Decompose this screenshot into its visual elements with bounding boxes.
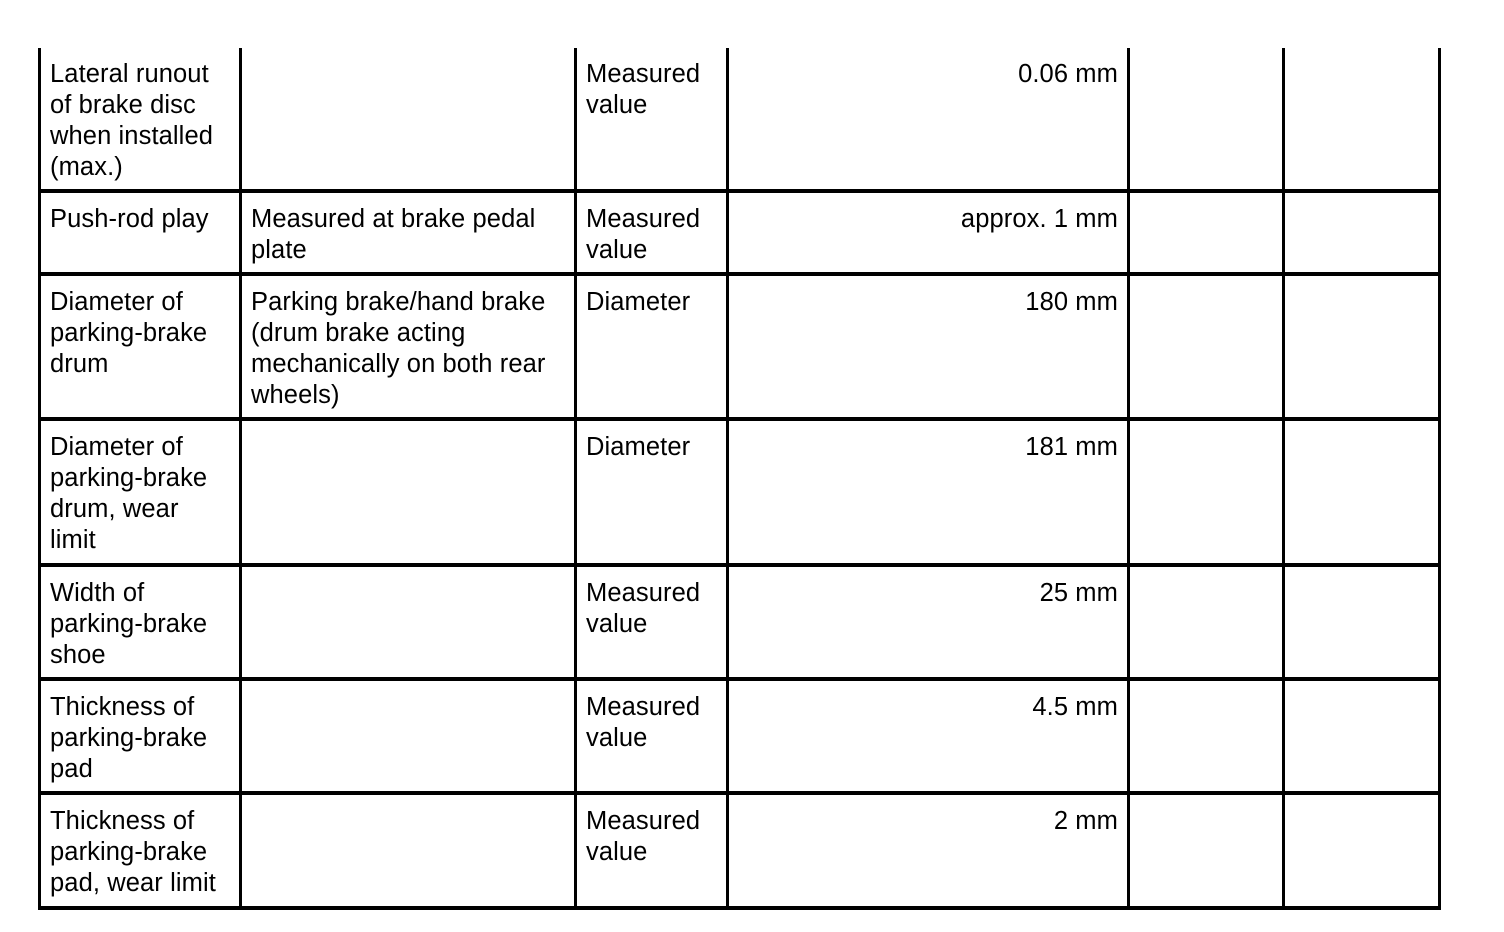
type-cell: Measured value: [576, 565, 728, 679]
type-cell: Measured value: [576, 793, 728, 908]
value-text: 25 mm: [1039, 579, 1118, 607]
value-cell: [728, 793, 1129, 908]
value-cell: [728, 565, 1129, 679]
value-text: approx. 1 mm: [960, 205, 1118, 233]
table-row: [40, 565, 1440, 679]
spec-table: [38, 48, 1441, 910]
value-text: 2 mm: [1053, 807, 1118, 835]
note-cell: [241, 793, 576, 908]
value-cell: [728, 419, 1129, 565]
extra-cell-1: [1129, 679, 1284, 793]
extra-cell-2: [1284, 679, 1440, 793]
extra-cell-2: [1284, 48, 1440, 191]
value-text: 0.06 mm: [1018, 60, 1118, 88]
extra-cell-1: [1129, 793, 1284, 908]
extra-cell-2: [1284, 419, 1440, 565]
note-cell: [241, 565, 576, 679]
value-cell: [728, 679, 1129, 793]
value-cell: [728, 48, 1129, 191]
type-cell: Diameter: [576, 419, 728, 565]
extra-cell-2: [1284, 793, 1440, 908]
table-row: [40, 679, 1440, 793]
extra-cell-1: [1129, 419, 1284, 565]
parameter-cell: Diameter of parking-brake drum: [40, 274, 241, 419]
parameter-cell: Width of parking-brake shoe: [40, 565, 241, 679]
parameter-cell: Diameter of parking-brake drum, wear limit: [40, 419, 241, 565]
note-cell: [241, 419, 576, 565]
extra-cell-1: [1129, 274, 1284, 419]
table-row: [40, 793, 1440, 908]
extra-cell-1: [1129, 565, 1284, 679]
parameter-cell: Push-rod play: [40, 191, 241, 274]
type-cell: Measured value: [576, 191, 728, 274]
table-row: [40, 48, 1440, 191]
note-cell: [241, 679, 576, 793]
extra-cell-2: [1284, 274, 1440, 419]
value-cell: [728, 191, 1129, 274]
table-row: [40, 191, 1440, 274]
value-text: 4.5 mm: [1032, 693, 1118, 721]
extra-cell-1: [1129, 191, 1284, 274]
note-cell: Parking brake/hand brake (drum brake acting mechanically on both rear wheels): [241, 274, 576, 419]
type-cell: Measured value: [576, 679, 728, 793]
extra-cell-1: [1129, 48, 1284, 191]
note-cell: [241, 48, 576, 191]
parameter-cell: Thickness of parking-brake pad, wear limit: [40, 793, 241, 908]
type-cell: Diameter: [576, 274, 728, 419]
value-cell: [728, 274, 1129, 419]
parameter-cell: Lateral runout of brake disc when installed (max.): [40, 48, 241, 191]
value-text: 180 mm: [1025, 288, 1118, 316]
note-cell: Measured at brake pedal plate: [241, 191, 576, 274]
type-cell: Measured value: [576, 48, 728, 191]
value-text: 181 mm: [1025, 433, 1118, 461]
table-row: [40, 419, 1440, 565]
extra-cell-2: [1284, 565, 1440, 679]
table-row: [40, 274, 1440, 419]
extra-cell-2: [1284, 191, 1440, 274]
parameter-cell: Thickness of parking-brake pad: [40, 679, 241, 793]
